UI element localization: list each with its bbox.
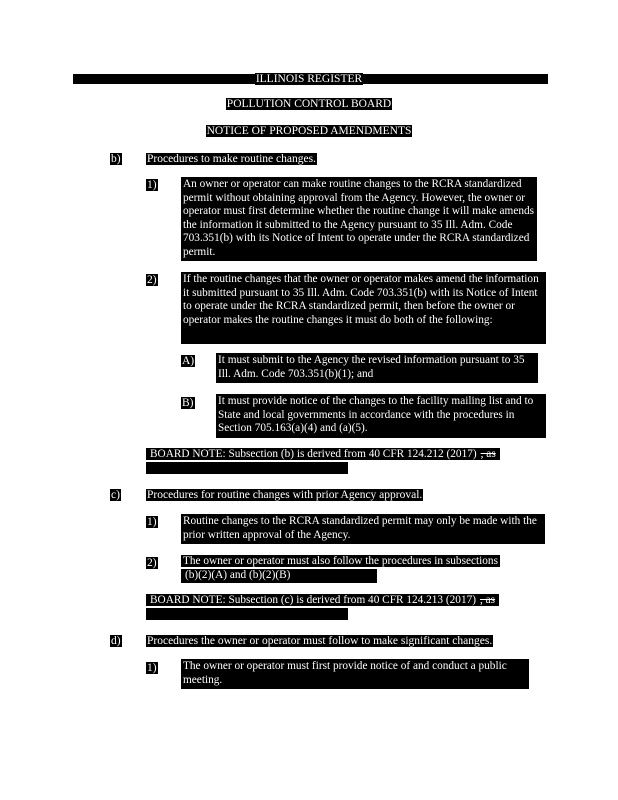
board-note-strikeout: , as bbox=[480, 448, 496, 460]
section-d-label: d) bbox=[111, 635, 121, 647]
section-b-subB-label: B) bbox=[182, 397, 194, 409]
section-c-label: c) bbox=[111, 489, 120, 501]
section-d-item1-text: The owner or operator must first provide notice of and conduct a public meeting. bbox=[181, 659, 529, 689]
section-c-item2-label: 2) bbox=[147, 557, 157, 569]
section-c-item2-line2: (b)(2)(A) and (b)(2)(B) bbox=[181, 569, 377, 583]
section-c-heading: Procedures for routine changes with prior Agency approval. bbox=[147, 489, 423, 501]
section-d-heading: Procedures the owner or operator must follow to make significant changes. bbox=[147, 635, 493, 647]
notice-title: NOTICE OF PROPOSED AMENDMENTS bbox=[206, 125, 412, 137]
board-title: POLLUTION CONTROL BOARD bbox=[226, 98, 392, 110]
section-c-item1-text: Routine changes to the RCRA standardized permit may only be made with the prior written approval of the Agency. bbox=[181, 514, 545, 544]
section-b-subB-text: It must provide notice of the changes to the facility mailing list and to State and local governments in accordance with the procedures in Section 705.163(a)(4) and (a)(5). bbox=[216, 394, 546, 438]
section-b-subA-label: A) bbox=[182, 355, 195, 367]
register-title: ILLINOIS REGISTER bbox=[255, 73, 363, 85]
section-b-board-note-redacted bbox=[146, 462, 348, 479]
section-b-item1-label: 1) bbox=[147, 179, 157, 191]
section-c-board-note: BOARD NOTE: Subsection (c) is derived from 40 CFR 124.213 (2017) , as bbox=[146, 594, 499, 608]
section-b-heading: Procedures to make routine changes. bbox=[147, 153, 316, 165]
section-c-item2-line1: The owner or operator must also follow the procedures in subsections bbox=[183, 555, 498, 567]
board-note-strikeout: , as bbox=[480, 594, 496, 606]
section-b-board-note: BOARD NOTE: Subsection (b) is derived from 40 CFR 124.212 (2017) , as bbox=[146, 448, 500, 462]
section-c-board-note-redacted bbox=[146, 608, 348, 625]
section-c-item1-label: 1) bbox=[147, 516, 157, 528]
section-b-label: b) bbox=[111, 153, 121, 165]
section-b-item2-text: If the routine changes that the owner or operator makes amend the information it submitted pursuant to 35 Ill. Adm. Code 703.351(b) with its Notice of Intent to operate under the RCRA standardized permit, then before the owner or operator makes the routine changes it must do both of the following: bbox=[181, 272, 546, 344]
section-b-item2-label: 2) bbox=[147, 274, 157, 286]
section-b-subA-text: It must submit to the Agency the revised information pursuant to 35 Ill. Adm. Code 703.351(b)(1); and bbox=[216, 353, 538, 383]
section-d-item1-label: 1) bbox=[147, 662, 157, 674]
section-b-item1-text: An owner or operator can make routine changes to the RCRA standardized permit without obtaining approval from the Agency. However, the owner or operator must first determine whether the routine change it will make amends the information it submitted to the Agency pursuant to 35 Ill. Adm. Code 703.351(b) with its Notice of Intent to operate under the RCRA standardized permit. bbox=[181, 177, 537, 261]
